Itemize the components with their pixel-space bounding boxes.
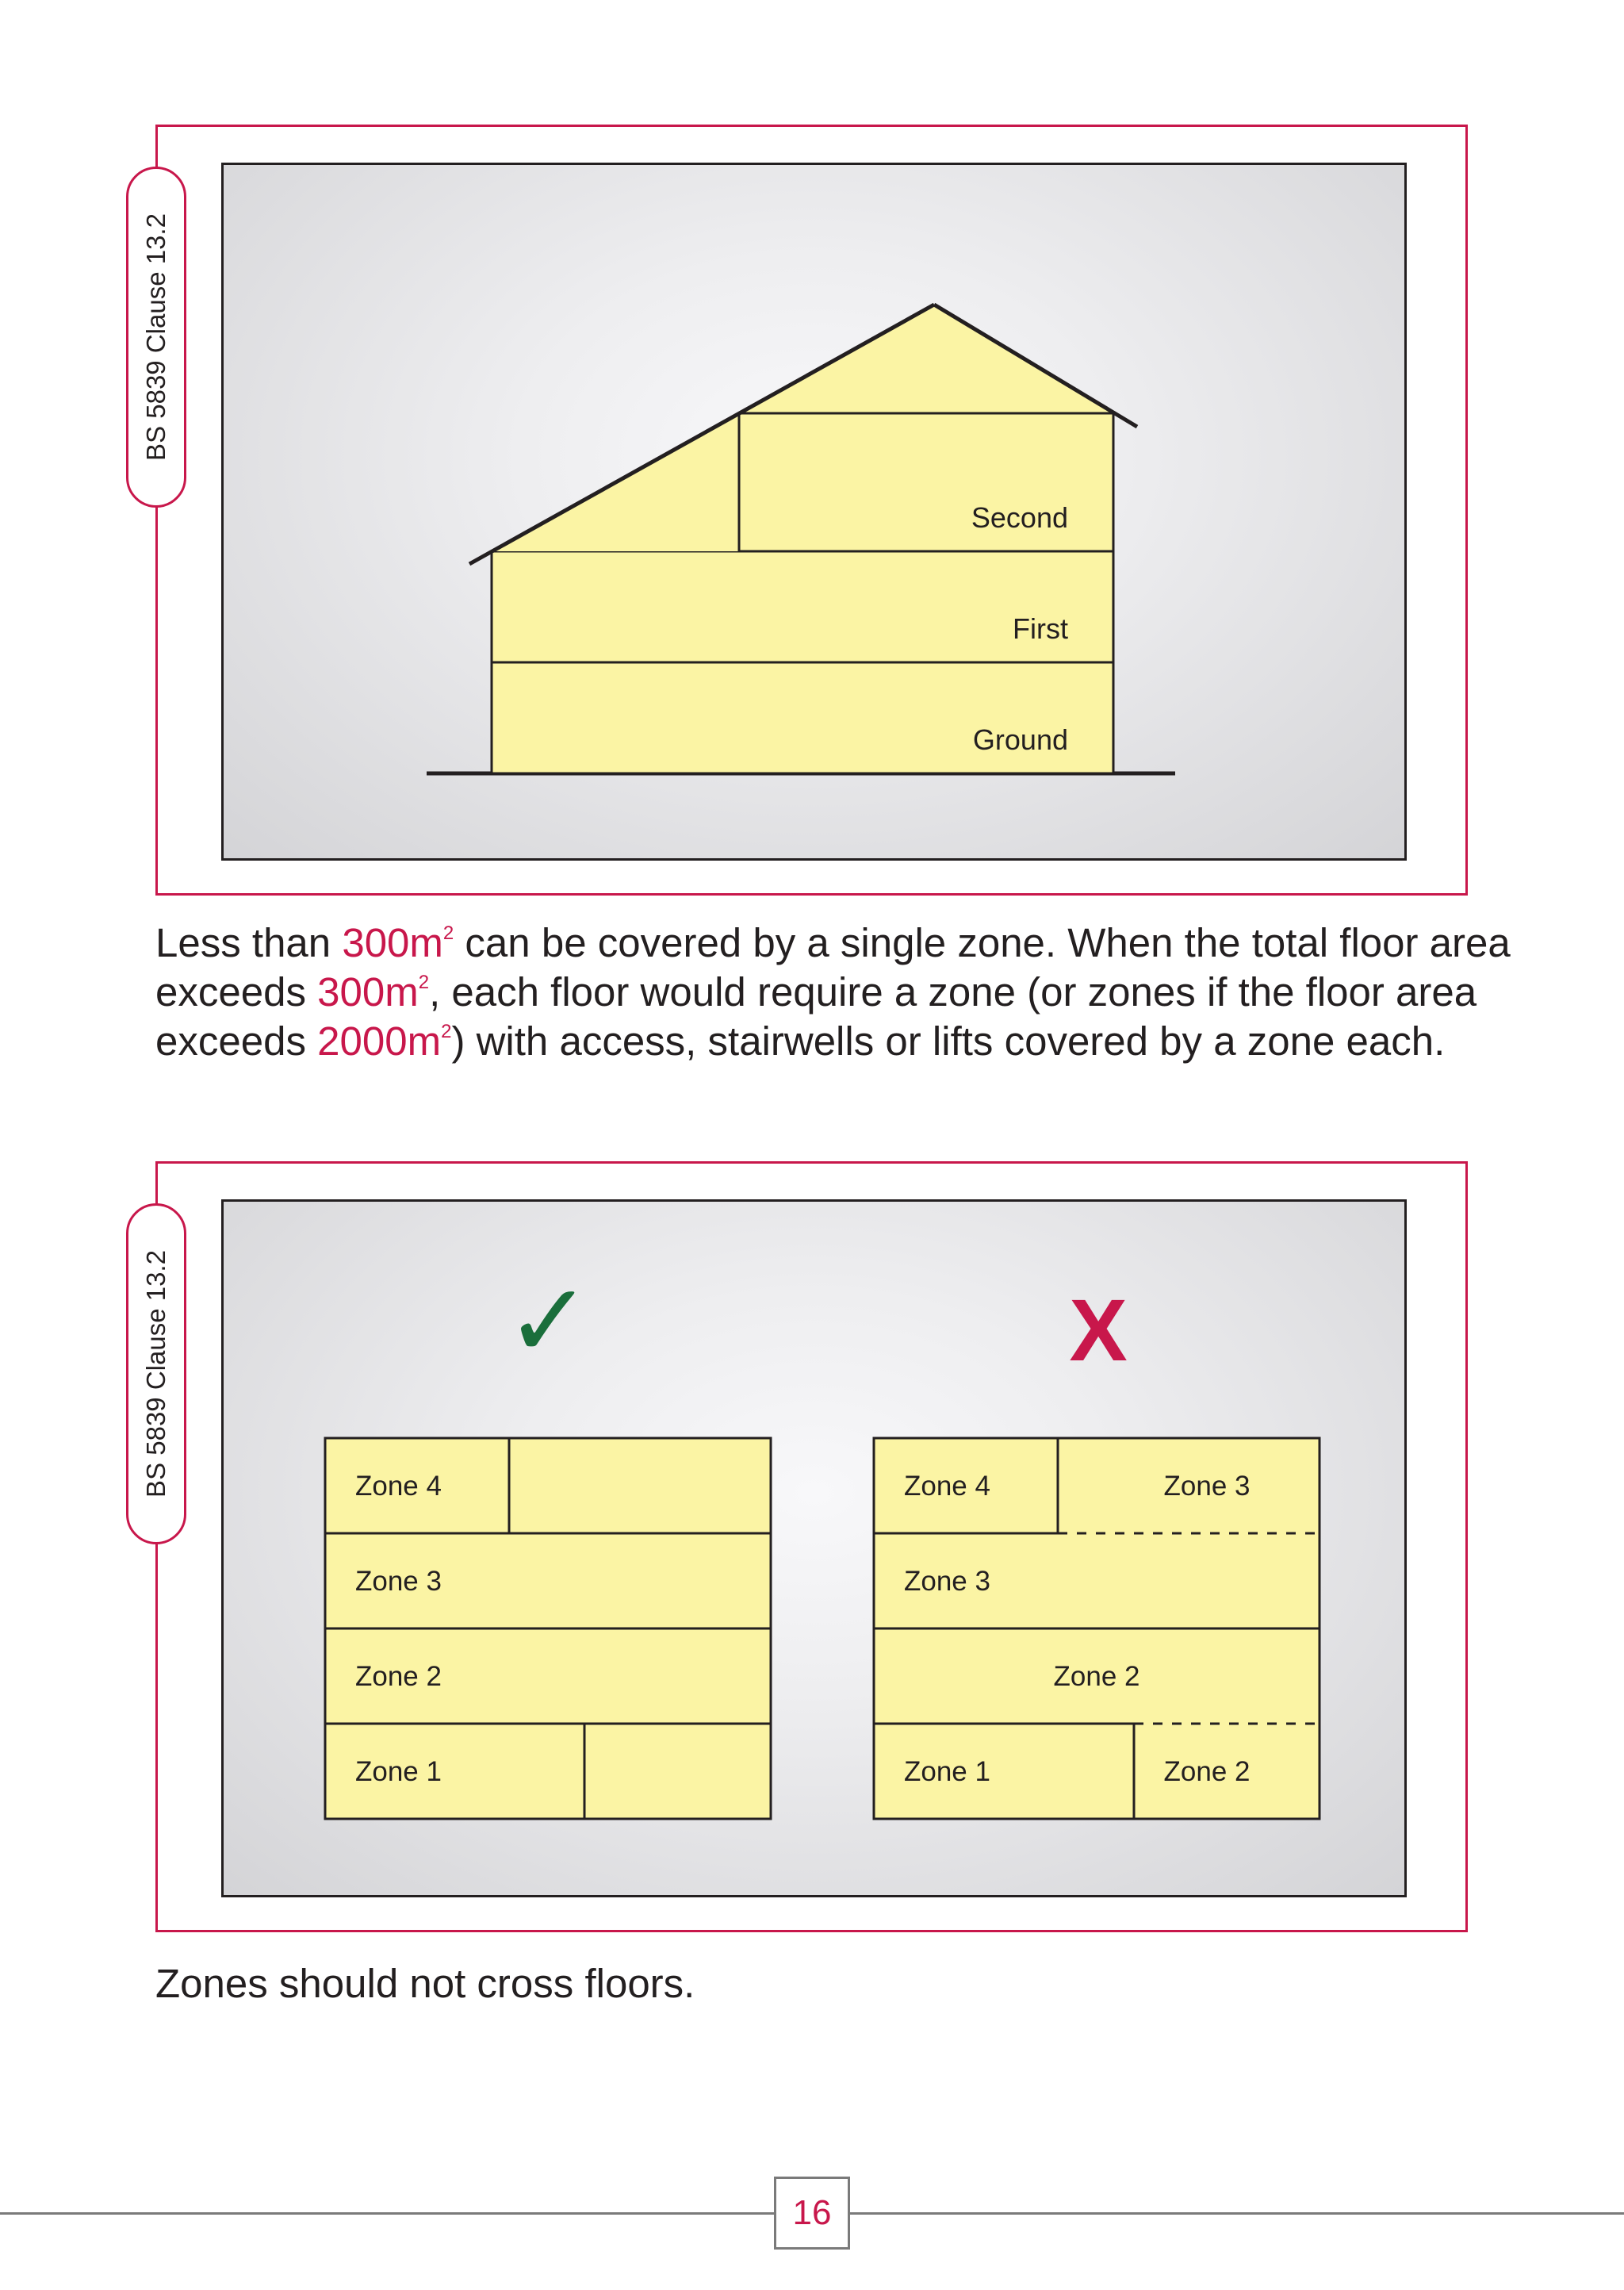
footer-rule-right bbox=[850, 2212, 1624, 2215]
caption-text: ) with access, stairwells or lifts covered by a zone each. bbox=[451, 1018, 1446, 1064]
zones-diagram-panel bbox=[221, 1199, 1407, 1897]
zone-label: Zone 4 bbox=[355, 1471, 442, 1502]
caption-text: Less than bbox=[155, 920, 343, 965]
label-first: First bbox=[1013, 612, 1068, 645]
house-diagram bbox=[224, 165, 1409, 863]
clause-label: BS 5839 Clause 13.2 bbox=[141, 1250, 170, 1498]
caption-text: exceeds bbox=[155, 969, 318, 1015]
label-ground: Ground bbox=[972, 723, 1068, 756]
zone-label: Zone 2 bbox=[1163, 1756, 1251, 1787]
caption-text: , each floor would require a zone (or zones if the floor area bbox=[429, 969, 1477, 1015]
zone-label: Zone 3 bbox=[355, 1566, 442, 1597]
clause-label: BS 5839 Clause 13.2 bbox=[141, 213, 170, 461]
house-diagram-panel bbox=[221, 163, 1407, 861]
highlight-area: $300m^2$ bbox=[342, 920, 454, 965]
caption-zone-area bbox=[155, 919, 1511, 1066]
cross-icon: X bbox=[1069, 1282, 1128, 1379]
floor-ground bbox=[492, 662, 1113, 773]
zone-label: Zone 1 bbox=[904, 1756, 990, 1787]
zones-diagram bbox=[224, 1202, 1409, 1900]
clause-tab bbox=[126, 167, 186, 508]
floor-first bbox=[492, 551, 1113, 662]
incorrect-zone-layout bbox=[874, 1438, 1320, 1819]
page-number: 16 bbox=[774, 2177, 850, 2250]
highlight-area: $300m^2$ bbox=[317, 969, 430, 1015]
zone-label: Zone 2 bbox=[355, 1661, 442, 1692]
zone-label: Zone 3 bbox=[904, 1566, 990, 1597]
clause-tab bbox=[126, 1203, 186, 1544]
figure-frame-zones bbox=[141, 1161, 1468, 1932]
zone-label: Zone 1 bbox=[355, 1756, 442, 1787]
zone-label: Zone 2 bbox=[1053, 1661, 1140, 1692]
footer-rule-left bbox=[0, 2212, 774, 2215]
caption-text: exceeds bbox=[155, 1018, 318, 1064]
correct-zone-layout bbox=[325, 1438, 771, 1819]
zone-label: Zone 4 bbox=[904, 1471, 990, 1502]
highlight-area: $2000m^2$ bbox=[317, 1018, 452, 1064]
caption-text: can be covered by a single zone. When the total floor area bbox=[454, 920, 1511, 965]
zone-label: Zone 3 bbox=[1163, 1471, 1251, 1502]
label-second: Second bbox=[971, 501, 1068, 534]
caption-zones-floors: Zones should not cross floors. bbox=[155, 1961, 695, 2006]
check-icon: ✓ bbox=[505, 1260, 592, 1381]
figure-frame-house bbox=[141, 125, 1468, 896]
